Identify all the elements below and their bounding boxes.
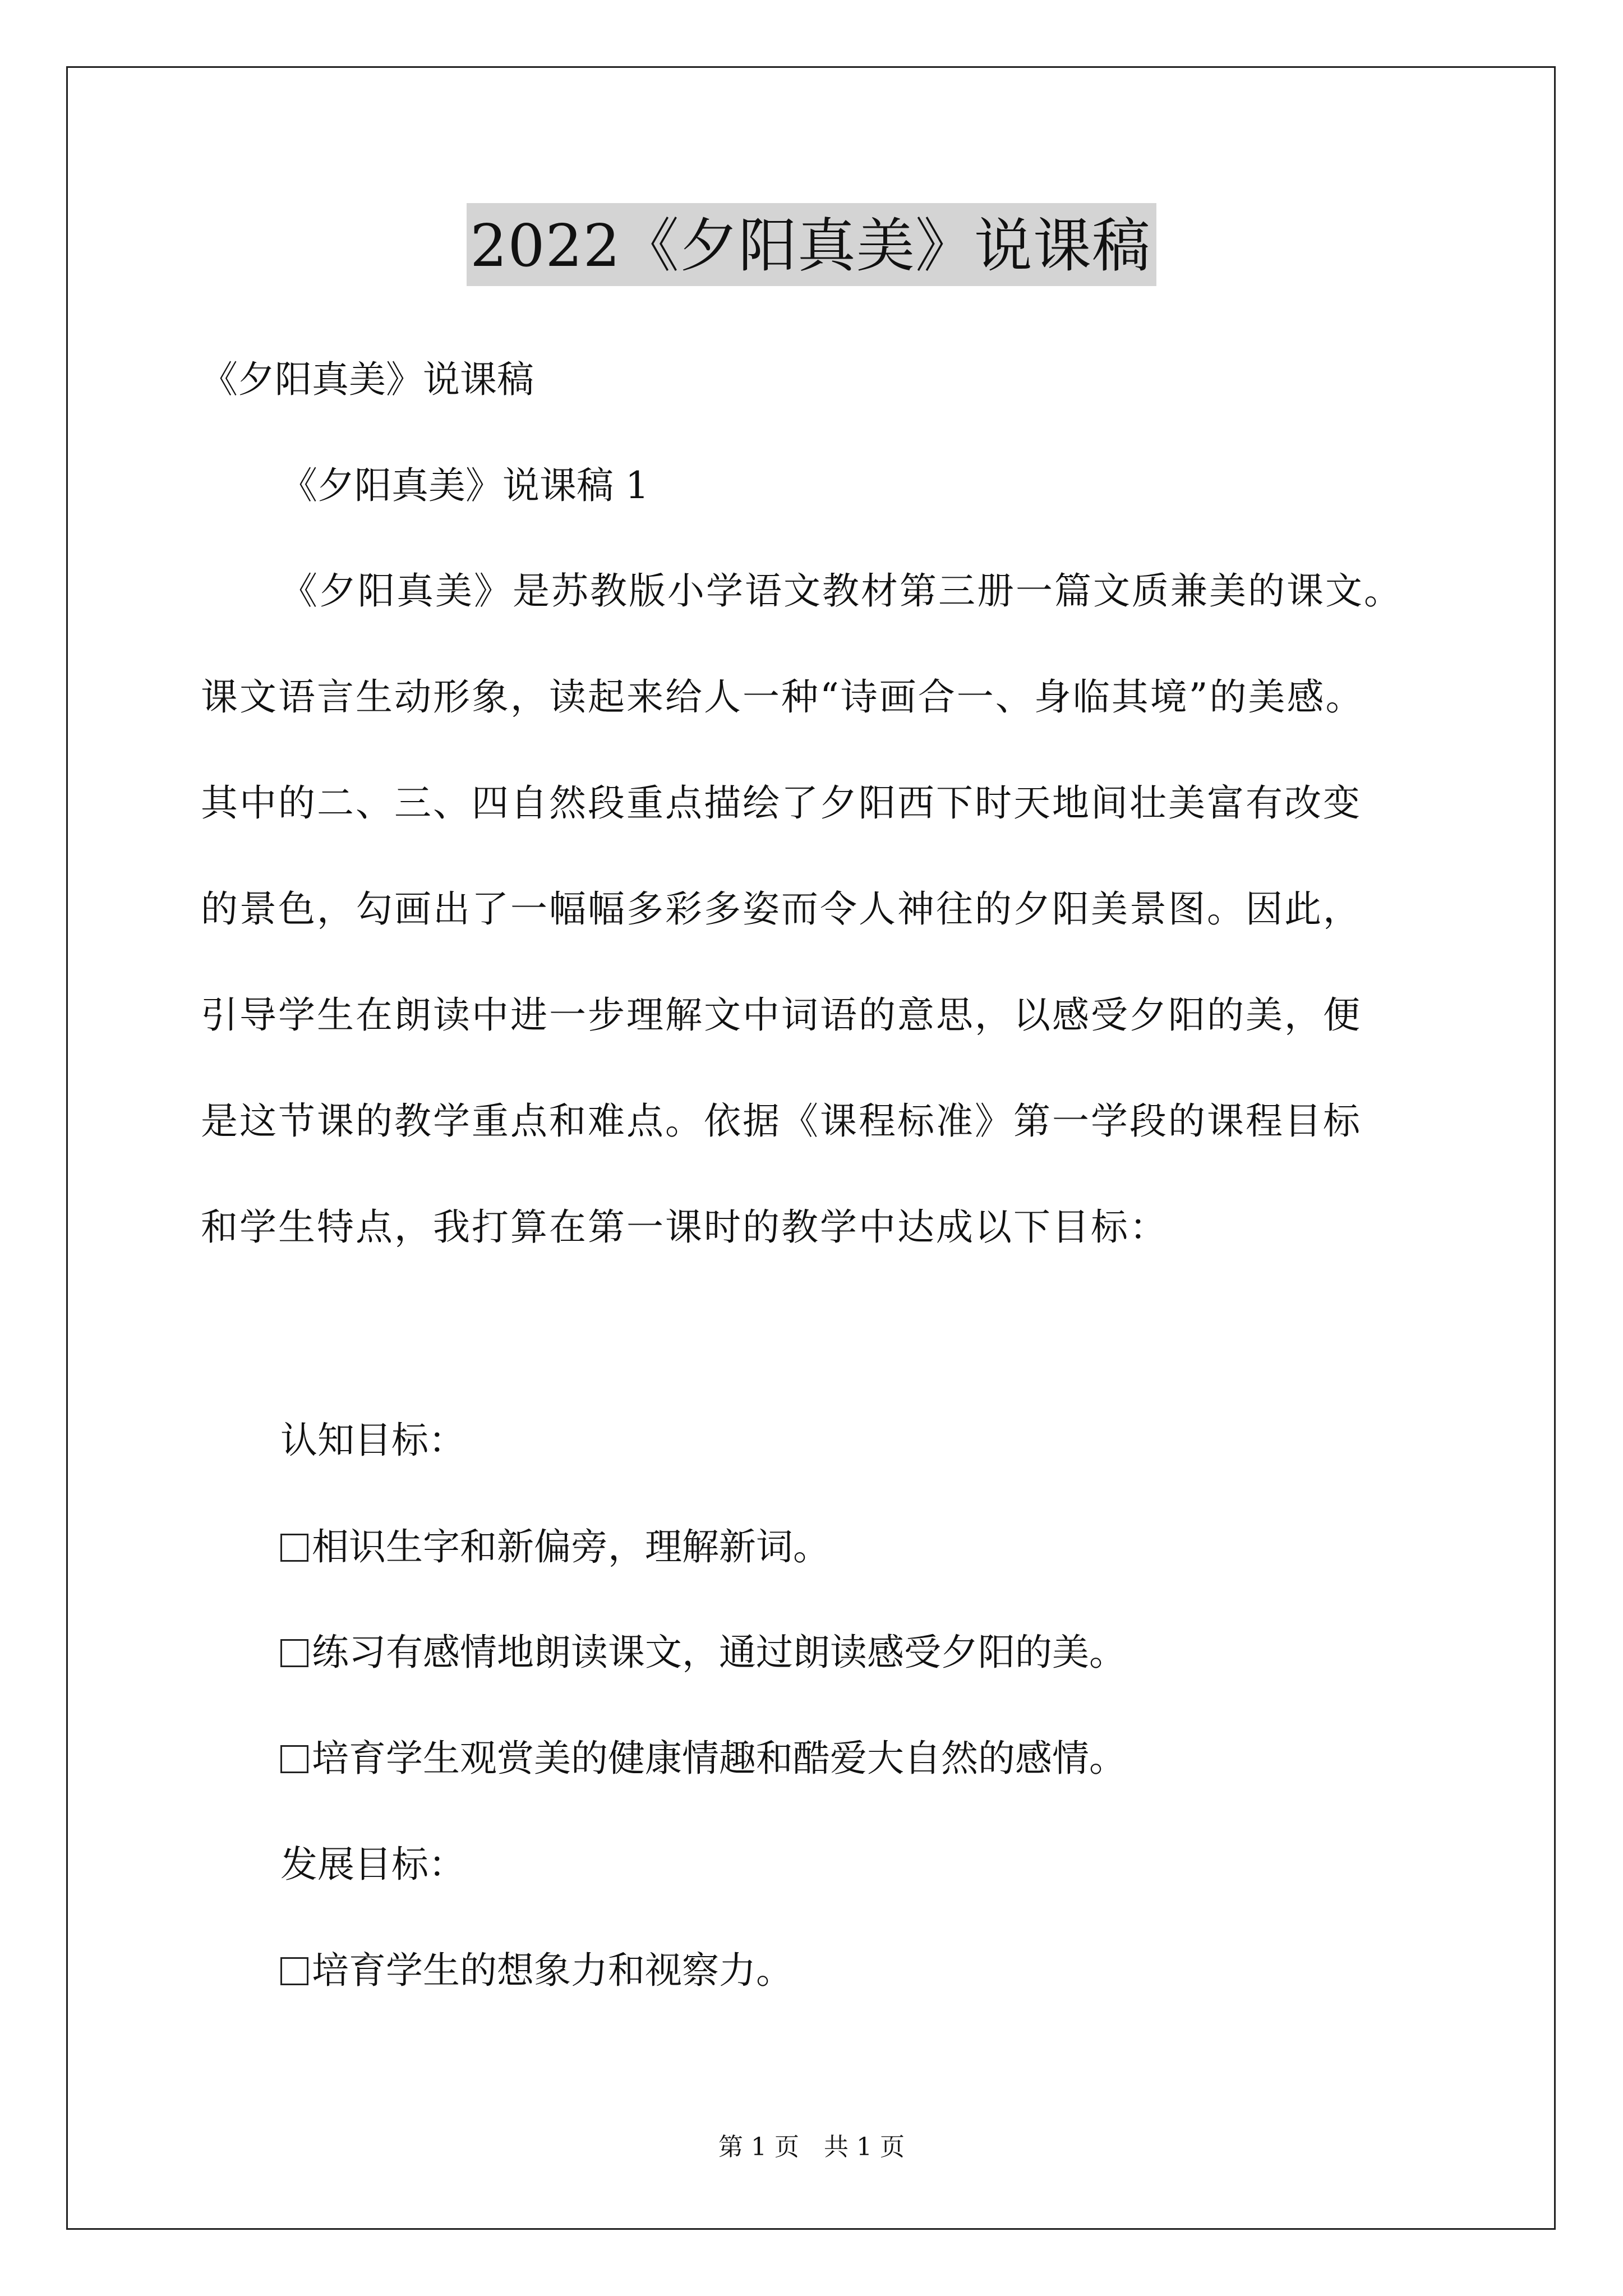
goal-item-text: 培育学生的想象力和视察力。 (312, 1949, 793, 1992)
cognitive-goals-heading: 认知目标： (280, 1419, 465, 1462)
document-title: 2022《夕阳真美》说课稿 (467, 203, 1156, 286)
goal-item (280, 1736, 1548, 1781)
goal-item-text: 培育学生观赏美的健康情趣和酷爱大自然的感情。 (312, 1737, 1126, 1780)
checkbox-icon (280, 1957, 308, 1985)
intro-line: 课文语言生动形象，读起来给人一种“诗画合一、身临其境”的美感。 (201, 675, 1364, 719)
intro-line: 其中的二、三、四自然段重点描绘了夕阳西下时天地间壮美富有改变 (201, 781, 1362, 825)
intro-line: 是这节课的教学重点和难点。依据《课程标准》第一学段的课程目标 (201, 1099, 1362, 1143)
intro-line: 《夕阳真美》是苏教版小学语文教材第三册一篇文质兼美的课文。 (280, 569, 1403, 613)
checkbox-icon (280, 1639, 308, 1667)
page-number-footer: 第 1 页 共 1 页 (718, 2133, 905, 2161)
goal-item (280, 1630, 1548, 1675)
checkbox-icon (280, 1534, 308, 1562)
document-subtitle: 《夕阳真美》说课稿 (201, 358, 534, 401)
title-container (0, 203, 1623, 286)
checkbox-icon (280, 1745, 308, 1773)
goal-item (280, 1525, 1548, 1570)
development-goals-heading: 发展目标： (280, 1843, 465, 1886)
intro-line: 的景色，勾画出了一幅幅多彩多姿而令人神往的夕阳美景图。因此， (201, 887, 1362, 931)
goal-item-text: 练习有感情地朗读课文，通过朗读感受夕阳的美。 (312, 1631, 1126, 1674)
section-heading: 《夕阳真美》说课稿 1 (280, 464, 649, 507)
goal-item-text: 相识生字和新偏旁，理解新词。 (312, 1525, 830, 1568)
intro-line: 和学生特点，我打算在第一课时的教学中达成以下目标： (201, 1205, 1168, 1249)
intro-line: 引导学生在朗读中进一步理解文中词语的意思，以感受夕阳的美，便 (201, 993, 1362, 1037)
goal-item (280, 1948, 1548, 1993)
